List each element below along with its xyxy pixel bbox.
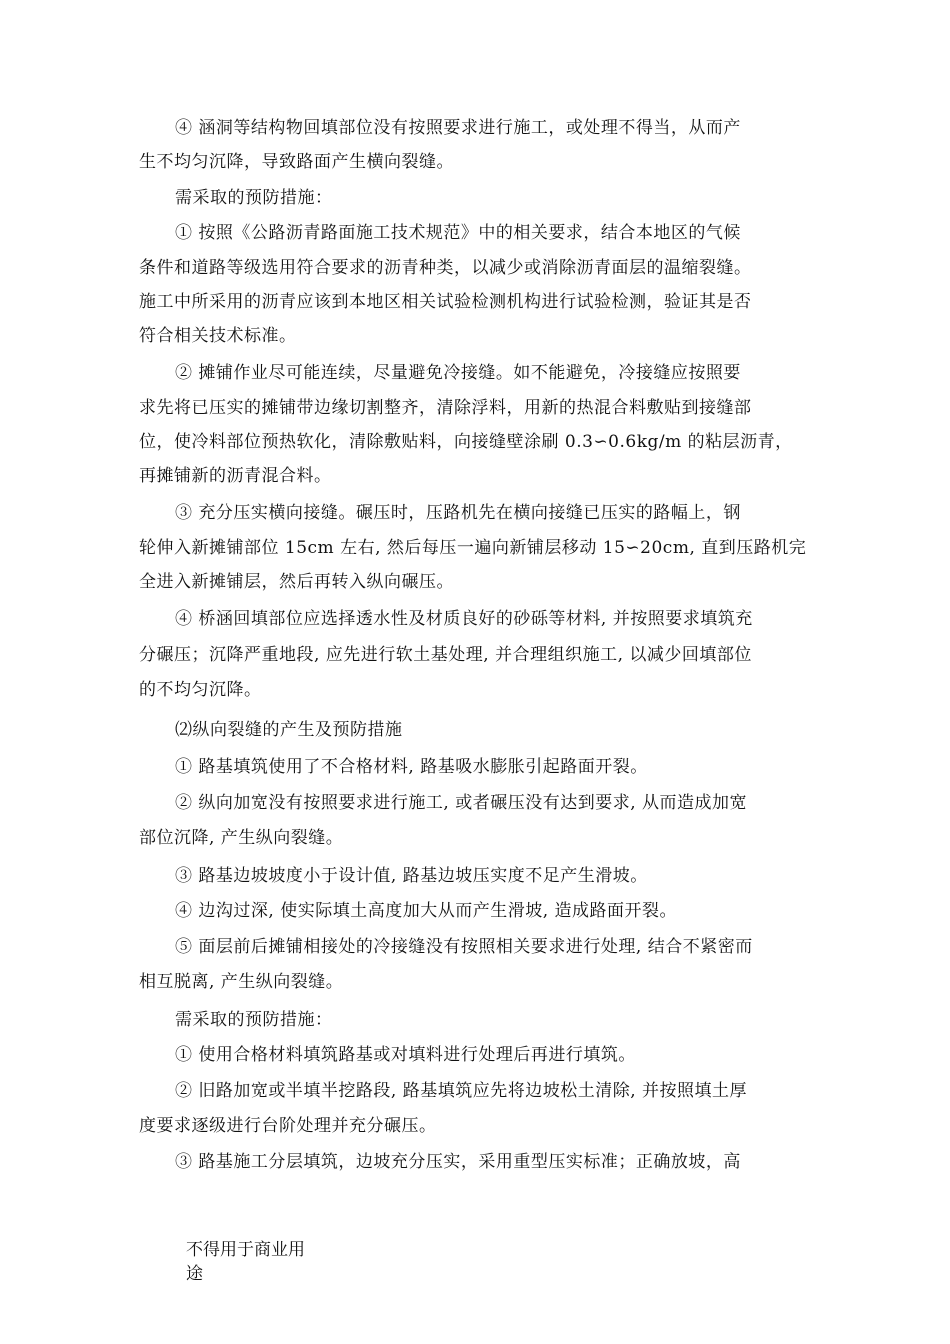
text-line: ③ 路基边坡坡度小于设计值, 路基边坡压实度不足产生滑坡。	[175, 866, 648, 886]
text-line: ④ 桥涵回填部位应选择透水性及材质良好的砂砾等材料, 并按照要求填筑充	[175, 609, 753, 629]
text-line: 位，使冷料部位预热软化，清除敷贴料，向接缝壁涂刷 0.3∽0.6kg/m 的粘层沥青，	[139, 432, 793, 452]
text-line: ④ 涵洞等结构物回填部位没有按照要求进行施工，或处理不得当，从而产	[175, 118, 741, 138]
text-line: 施工中所采用的沥青应该到本地区相关试验检测机构进行试验检测，验证其是否	[139, 292, 752, 312]
text-line: ④ 边沟过深, 使实际填土高度加大从而产生滑坡, 造成路面开裂。	[175, 901, 678, 921]
text-line: 全进入新摊铺层，然后再转入纵向碾压。	[139, 572, 454, 592]
text-line: ⑵纵向裂缝的产生及预防措施	[175, 720, 403, 740]
text-line: ② 旧路加宽或半填半挖路段, 路基填筑应先将边坡松土清除, 并按照填土厚	[175, 1081, 748, 1101]
text-line: 需采取的预防措施：	[175, 1010, 333, 1030]
text-line: 条件和道路等级选用符合要求的沥青种类，以减少或消除沥青面层的温缩裂缝。	[139, 258, 752, 278]
text-line: ① 路基填筑使用了不合格材料, 路基吸水膨胀引起路面开裂。	[175, 757, 648, 777]
text-line: 生不均匀沉降，导致路面产生横向裂缝。	[139, 152, 454, 172]
text-line: ⑤ 面层前后摊铺相接处的冷接缝没有按照相关要求进行处理, 结合不紧密而	[175, 937, 753, 957]
text-line: 部位沉降, 产生纵向裂缝。	[139, 828, 344, 848]
text-line: 分碾压；沉降严重地段, 应先进行软土基处理, 并合理组织施工, 以减少回填部位	[139, 645, 752, 665]
footer-watermark	[186, 1238, 305, 1286]
text-line: ② 纵向加宽没有按照要求进行施工, 或者碾压没有达到要求, 从而造成加宽	[175, 793, 748, 813]
text-line: ② 摊铺作业尽可能连续，尽量避免冷接缝。如不能避免，冷接缝应按照要	[175, 363, 741, 383]
footer-line-2: 途	[186, 1264, 203, 1284]
text-line: ③ 路基施工分层填筑，边坡充分压实，采用重型压实标准；正确放坡，高	[175, 1152, 741, 1172]
text-line: 求先将已压实的摊铺带边缘切割整齐，清除浮料，用新的热混合料敷贴到接缝部	[139, 398, 752, 418]
text-line: ③ 充分压实横向接缝。碾压时，压路机先在横向接缝已压实的路幅上，钢	[175, 503, 741, 523]
text-line: ① 按照《公路沥青路面施工技术规范》中的相关要求，结合本地区的气候	[175, 223, 741, 243]
text-line: 的不均匀沉降。	[139, 680, 262, 700]
footer-line-1: 不得用于商业用	[186, 1240, 305, 1260]
text-line: 再摊铺新的沥青混合料。	[139, 466, 332, 486]
text-line: 符合相关技术标准。	[139, 326, 297, 346]
text-line: 相互脱离, 产生纵向裂缝。	[139, 972, 344, 992]
text-line: 度要求逐级进行台阶处理并充分碾压。	[139, 1116, 437, 1136]
text-line: 轮伸入新摊铺部位 15cm 左右, 然后每压一遍向新铺层移动 15∽20cm, 直到压路机完	[139, 538, 807, 558]
text-line: ① 使用合格材料填筑路基或对填料进行处理后再进行填筑。	[175, 1045, 636, 1065]
text-line: 需采取的预防措施：	[175, 188, 333, 208]
